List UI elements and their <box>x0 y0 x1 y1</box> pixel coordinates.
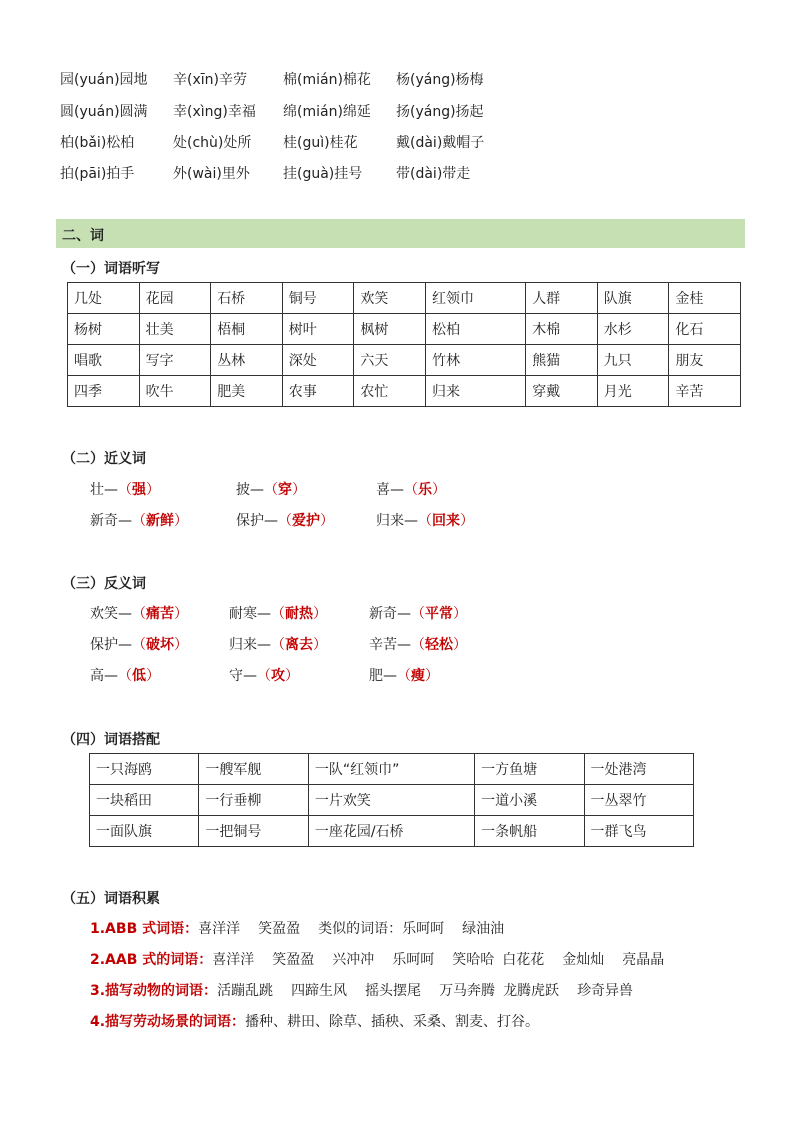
accumulation-line <box>90 1011 539 1031</box>
synonym-pair: 保护—（爱护） <box>236 513 334 529</box>
table-row <box>68 314 741 345</box>
answer: 乐 <box>418 482 432 498</box>
table-cell: 六天 <box>354 345 426 376</box>
table-cell: 一道小溪 <box>475 785 584 816</box>
answer: 痛苦 <box>146 606 174 622</box>
table-cell: 唱歌 <box>68 345 140 376</box>
table-cell: 归来 <box>425 376 525 407</box>
word: 归来— <box>376 513 418 529</box>
answer: 耐热 <box>285 606 313 622</box>
antonym-pair: 守—（攻） <box>229 668 299 684</box>
word: 绿油油 <box>462 921 505 937</box>
table-cell: 壮美 <box>139 314 211 345</box>
accumulation-line <box>90 949 682 969</box>
pinyin-word: 挂(guà)挂号 <box>283 166 363 182</box>
table-cell: 石桥 <box>211 283 283 314</box>
synonym-pair: 壮—（强） <box>90 482 160 498</box>
pinyin-word: 扬(yáng)扬起 <box>396 104 484 120</box>
answer: 离去 <box>285 637 313 653</box>
pinyin-word: 带(dài)带走 <box>396 166 471 182</box>
table-cell: 一面队旗 <box>90 816 199 847</box>
table-cell: 木棉 <box>526 314 598 345</box>
table-cell: 一条帆船 <box>475 816 584 847</box>
answer: 回来 <box>432 513 460 529</box>
word: 白花花 <box>502 952 545 968</box>
answer: 破坏 <box>146 637 174 653</box>
line-label: 4.描写劳动场景的词语： <box>90 1014 246 1030</box>
pinyin-word: 戴(dài)戴帽子 <box>396 135 485 151</box>
table-row <box>68 283 741 314</box>
word: 活蹦乱跳 <box>217 983 274 999</box>
synonym-pair: 喜—（乐） <box>376 482 446 498</box>
word: 龙腾虎跃 <box>503 983 560 999</box>
line-label: 3.描写动物的词语： <box>90 983 218 999</box>
pinyin-word: 棉(mián)棉花 <box>283 72 371 88</box>
antonym-pair: 辛苦—（轻松） <box>369 637 467 653</box>
answer: 平常 <box>425 606 453 622</box>
pinyin-word: 外(wài)里外 <box>173 166 250 182</box>
word: 喜洋洋 <box>198 921 241 937</box>
table-cell: 枫树 <box>354 314 426 345</box>
word: 保护— <box>236 513 278 529</box>
answer: 穿 <box>278 482 292 498</box>
section-title: 二、词 <box>62 228 104 244</box>
word: 类似的词语：乐呵呵 <box>318 921 445 937</box>
synonyms-heading: （二）近义词 <box>62 451 146 467</box>
antonym-pair: 耐寒—（耐热） <box>229 606 327 622</box>
table-cell: 水杉 <box>597 314 669 345</box>
dictation-heading: （一）词语听写 <box>62 261 160 277</box>
word: 保护— <box>90 637 132 653</box>
table-cell: 树叶 <box>282 314 354 345</box>
table-cell: 肥美 <box>211 376 283 407</box>
antonym-pair: 新奇—（平常） <box>369 606 467 622</box>
word: 耐寒— <box>229 606 271 622</box>
table-cell: 一块稻田 <box>90 785 199 816</box>
table-cell: 农忙 <box>354 376 426 407</box>
table-cell: 农事 <box>282 376 354 407</box>
antonym-pair: 保护—（破坏） <box>90 637 188 653</box>
table-cell: 月光 <box>597 376 669 407</box>
word: 摇头摆尾 <box>365 983 422 999</box>
table-cell: 穿戴 <box>526 376 598 407</box>
collocation-table <box>89 753 694 847</box>
table-row <box>90 785 694 816</box>
answer: 低 <box>132 668 146 684</box>
word: 守— <box>229 668 257 684</box>
table-cell: 一片欢笑 <box>308 785 474 816</box>
word: 笑盈盈 <box>272 952 315 968</box>
table-row <box>90 816 694 847</box>
pinyin-word: 拍(pāi)拍手 <box>60 166 135 182</box>
table-cell: 红领巾 <box>425 283 525 314</box>
table-cell: 四季 <box>68 376 140 407</box>
table-cell: 一行垂柳 <box>199 785 308 816</box>
line-label: 1.ABB 式词语： <box>90 921 199 937</box>
word: 万马奔腾 <box>439 983 496 999</box>
table-cell: 深处 <box>282 345 354 376</box>
table-row <box>68 376 741 407</box>
pinyin-word: 圆(yuán)圆满 <box>60 104 148 120</box>
pinyin-word: 杨(yáng)杨梅 <box>396 72 484 88</box>
collocation-heading: （四）词语搭配 <box>62 732 160 748</box>
table-cell: 熊猫 <box>526 345 598 376</box>
antonym-pair: 肥—（瘦） <box>369 668 439 684</box>
word: 新奇— <box>90 513 132 529</box>
section-header <box>56 219 745 248</box>
table-cell: 化石 <box>669 314 741 345</box>
table-cell: 人群 <box>526 283 598 314</box>
word: 欢笑— <box>90 606 132 622</box>
pinyin-word: 处(chù)处所 <box>173 135 252 151</box>
word: 披— <box>236 482 264 498</box>
answer: 爱护 <box>292 513 320 529</box>
word: 播种、耕田、除草、插秧、采桑、割麦、打谷。 <box>245 1014 540 1030</box>
synonym-pair: 披—（穿） <box>236 482 306 498</box>
pinyin-word: 辛(xīn)辛劳 <box>173 72 247 88</box>
dictation-table <box>67 282 741 407</box>
word: 乐呵呵 <box>392 952 435 968</box>
answer: 攻 <box>271 668 285 684</box>
table-cell: 一只海鸥 <box>90 754 199 785</box>
table-cell: 梧桐 <box>211 314 283 345</box>
pinyin-word: 柏(bǎi)松柏 <box>60 135 135 151</box>
pinyin-word: 绵(mián)绵延 <box>283 104 371 120</box>
word: 归来— <box>229 637 271 653</box>
word: 笑盈盈 <box>258 921 301 937</box>
table-cell: 几处 <box>68 283 140 314</box>
table-cell: 一处港湾 <box>584 754 693 785</box>
answer: 强 <box>132 482 146 498</box>
table-row <box>68 345 741 376</box>
table-cell: 松柏 <box>425 314 525 345</box>
word: 肥— <box>369 668 397 684</box>
table-cell: 一把铜号 <box>199 816 308 847</box>
word: 兴冲冲 <box>332 952 375 968</box>
answer: 新鲜 <box>146 513 174 529</box>
table-cell: 一群飞鸟 <box>584 816 693 847</box>
word: 壮— <box>90 482 118 498</box>
table-cell: 欢笑 <box>354 283 426 314</box>
word: 辛苦— <box>369 637 411 653</box>
table-cell: 一队“红领巾” <box>308 754 474 785</box>
pinyin-word: 桂(guì)桂花 <box>283 135 358 151</box>
word: 高— <box>90 668 118 684</box>
word: 亮晶晶 <box>622 952 665 968</box>
antonym-pair: 欢笑—（痛苦） <box>90 606 188 622</box>
word: 喜洋洋 <box>212 952 255 968</box>
table-cell: 一艘军舰 <box>199 754 308 785</box>
antonym-pair: 归来—（离去） <box>229 637 327 653</box>
table-cell: 吹牛 <box>139 376 211 407</box>
word: 金灿灿 <box>562 952 605 968</box>
word: 喜— <box>376 482 404 498</box>
table-row <box>90 754 694 785</box>
table-cell: 铜号 <box>282 283 354 314</box>
table-cell: 九只 <box>597 345 669 376</box>
table-cell: 辛苦 <box>669 376 741 407</box>
table-cell: 写字 <box>139 345 211 376</box>
table-cell: 丛林 <box>211 345 283 376</box>
table-cell: 一座花园/石桥 <box>308 816 474 847</box>
table-cell: 一丛翠竹 <box>584 785 693 816</box>
answer: 瘦 <box>411 668 425 684</box>
table-cell: 竹林 <box>425 345 525 376</box>
word: 新奇— <box>369 606 411 622</box>
antonym-pair: 高—（低） <box>90 668 160 684</box>
synonym-pair: 归来—（回来） <box>376 513 474 529</box>
line-label: 2.AAB 式的词语： <box>90 952 213 968</box>
antonyms-heading: （三）反义词 <box>62 576 146 592</box>
table-cell: 队旗 <box>597 283 669 314</box>
pinyin-word: 幸(xìng)幸福 <box>173 104 256 120</box>
table-cell: 花园 <box>139 283 211 314</box>
word: 四蹄生风 <box>291 983 348 999</box>
table-cell: 一方鱼塘 <box>475 754 584 785</box>
table-cell: 朋友 <box>669 345 741 376</box>
table-cell: 金桂 <box>669 283 741 314</box>
word: 珍奇异兽 <box>577 983 634 999</box>
accumulation-line <box>90 980 651 1000</box>
word: 笑哈哈 <box>452 952 495 968</box>
synonym-pair: 新奇—（新鲜） <box>90 513 188 529</box>
accumulation-line <box>90 918 522 938</box>
table-cell: 杨树 <box>68 314 140 345</box>
pinyin-word: 园(yuán)园地 <box>60 72 148 88</box>
accumulation-heading: （五）词语积累 <box>62 891 160 907</box>
answer: 轻松 <box>425 637 453 653</box>
